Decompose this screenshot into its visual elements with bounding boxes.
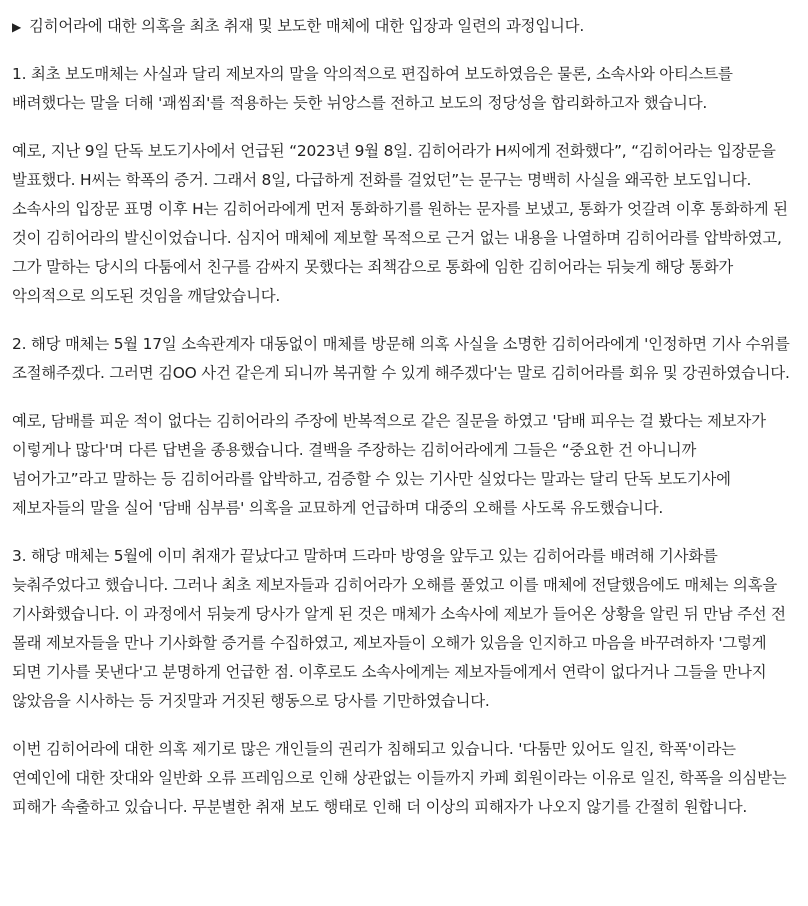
- paragraph-point-2: 2. 해당 매체는 5월 17일 소속관계자 대동없이 매체를 방문해 의혹 사실을 소명한 김히어라에게 '인정하면 기사 수위를 조절해주겠다. 그러면 김OO 사건 같은게 되니까 복귀할 수 있게 해주겠다'는 말로 김히어라를 회유 및 강권하였습니다.: [12, 335, 790, 382]
- paragraph-point-1: 1. 최초 보도매체는 사실과 달리 제보자의 말을 악의적으로 편집하여 보도하였음은 물론, 소속사와 아티스트를 배려했다는 말을 더해 '괘씸죄'를 적용하는 듯한 뉘앙스를 전하고 보도의 정당성을 합리화하고자 했습니다.: [12, 65, 733, 112]
- paragraph-point-3: 3. 해당 매체는 5월에 이미 취재가 끝났다고 말하며 드라마 방영을 앞두고 있는 김히어라를 배려해 기사화를 늦춰주었다고 했습니다. 그러나 최초 제보자들과 김히어라가 오해를 풀었고 이를 매체에 전달했음에도 매체는 의혹을 기사화했습니다. 이 과정에서 뒤늦게 당사가 알게 된 것은 매체가 소속사에 제보가 들어온 상황을 알린 뒤 만남 주선 전 몰래 제보자들을 만나 기사화할 증거를 수집하였고, 제보자들이 오해가 있음을 인지하고 마음을 바꾸려하자 '그렇게 되면 기사를 못낸다'고 분명하게 언급한 점. 이후로도 소속사에게는 제보자들에게서 연락이 없다거나 그들을 만나지 않았음을 시사하는 등 거짓말과 거짓된 행동으로 당사를 기만하였습니다.: [12, 547, 786, 710]
- triangle-bullet-icon: ▶: [12, 20, 22, 34]
- paragraph-example-1: 예로, 지난 9일 단독 보도기사에서 언급된 “2023년 9월 8일. 김히어라가 H씨에게 전화했다”, “김히어라는 입장문을 발표했다. H씨는 학폭의 증거. 그래서 8일, 다급하게 전화를 걸었던”는 문구는 명백히 사실을 왜곡한 보도입니다. 소속사의 입장문 표명 이후 H는 김히어라에게 먼저 통화하기를 원하는 문자를 보냈고, 통화가 엇갈려 이후 통화하게 된 것이 김히어라의 발신이었습니다. 심지어 매체에 제보할 목적으로 근거 없는 내용을 나열하며 김히어라를 압박하였고, 그가 말하는 당시의 다툼에서 친구를 감싸지 못했다는 죄책감으로 통화에 임한 김히어라는 뒤늦게 해당 통화가 악의적으로 의도된 것임을 깨달았습니다.: [12, 142, 788, 305]
- statement-heading: [12, 12, 796, 42]
- paragraph-conclusion: 이번 김히어라에 대한 의혹 제기로 많은 개인들의 권리가 침해되고 있습니다. '다툼만 있어도 일진, 학폭'이라는 연예인에 대한 잣대와 일반화 오류 프레임으로 인해 상관없는 이들까지 카페 회원이라는 이유로 일진, 학폭을 의심받는 피해가 속출하고 있습니다. 무분별한 취재 보도 행태로 인해 더 이상의 피해자가 나오지 않기를 간절히 원합니다.: [12, 740, 787, 816]
- paragraph-example-2: 예로, 담배를 피운 적이 없다는 김히어라의 주장에 반복적으로 같은 질문을 하였고 '담배 피우는 걸 봤다는 제보자가 이렇게나 많다'며 다른 답변을 종용했습니다. 결백을 주장하는 김히어라에게 그들은 “중요한 건 아니니까 넘어가고”라고 말하는 등 김히어라를 압박하고, 검증할 수 있는 기사만 실었다는 말과는 달리 단독 보도기사에 제보자들의 말을 실어 '담배 심부름' 의혹을 교묘하게 언급하며 대중의 오해를 사도록 유도했습니다.: [12, 412, 766, 517]
- statement-heading-text: 김히어라에 대한 의혹을 최초 취재 및 보도한 매체에 대한 입장과 일련의 과정입니다.: [29, 17, 585, 35]
